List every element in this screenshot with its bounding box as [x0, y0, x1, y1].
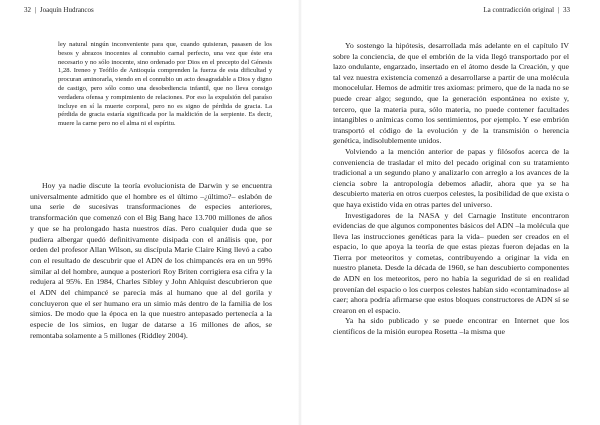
left-body-paragraph: Hoy ya nadie discute la teoría evolucionista de Darwin y se encuentra universalmente admitido que el hombre es el último –¿último?– eslabón de una serie de sucesivas transformaciones de especies anteriores, transformación que comenzó con el Big Bang hace 13.700 millones de años y que se ha prolongado hasta nuestros días. Pero cualquier duda que se pudiera albergar quedó definitivamente disipada con el análisis que, por orden del profesor Allan Wilson, su discípula Marie Claire King llevó a cabo con el resultado de descubrir que el ADN de los chimpancés era en un 99% similar al del hombre, aunque a posteriori Roy Briten corrigiera esa cifra y la redujera al 95%. En 1984, Charles Sibley y John Ahlquist descubrieron que el ADN del chimpancé se parecía más al humano que al del gorila y concluyeron que el ser humano era un simio más dentro de la familia de los simios. De modo que la época en la que nuestro antepasado pertenecía a la especie de los simios, en lugar de datarse a 16 millones de años, se remontaba solamente a 5 millones (Riddley 2004).	[30, 181, 272, 340]
left-page-number: 32	[24, 6, 31, 14]
left-header-author: Joaquín Hudrancos	[39, 6, 94, 14]
block-quote	[58, 41, 272, 129]
right-body-paragraph-1: Yo sostengo la hipótesis, desarrollada más adelante en el capítulo IV sobre la conciencia, de que el embrión de la vida llegó transportado por el lazo ondulante, engarzado, insertado en el átomo desde la Creación, y que tal vez nuestra existencia comenzó a desarrollarse a partir de una molécula monocelular. Hemos de admitir tres axiomas: primero, que de la nada no se puede crear algo; segundo, que la generación espontánea no existe y, tercero, que la materia pura, sólo materia, no puede contener facultades intangibles o anímicas como los sentimientos, por ejemplo. Y ese embrión transportó el código de la evolución y de la transmisión o herencia genética, indisolublemente unidos.	[333, 41, 569, 146]
right-header-separator: |	[557, 6, 560, 14]
right-header-title: La contradicción original	[483, 6, 555, 14]
left-header-separator: |	[34, 6, 37, 14]
left-running-header	[24, 6, 94, 14]
right-body-paragraph-4: Ya ha sido publicado y se puede encontrar en Internet que los científicos de la misión europea Rosetta –la misma que	[333, 316, 569, 337]
right-body-paragraph-3: Investigadores de la NASA y del Carnagie Institute encontraron evidencias de que algunos componentes básicos del ADN –la molécula que lleva las instrucciones genéticas para la vida– pueden ser creados en el espacio, lo que apoya la teoría de que estas piezas fueron dejadas en la Tierra por meteoritos y cometas, contribuyendo a originar la vida en nuestro planeta. Desde la década de 1960, se han descubierto componentes de ADN en los meteoritos, pero no había la seguridad de si en realidad provenían del espacio o los cuerpos celestes habían sido «contaminados» al caer; ahora podría afirmarse que estos bloques constructores de ADN sí se crearon en el espacio.	[333, 210, 569, 315]
left-body-text	[30, 181, 272, 342]
right-body-text	[333, 41, 569, 338]
quote-paragraph: ley natural ningún inconveniente para que, cuando quisieran, pasasen de los besos y abrazos inocentes al connubio carnal perfecto, una vez que éste era necesario y no sólo inocente, sino ordenado por Dios en el precepto del Génesis 1,28. Ireneo y Teófilo de Antioquía comprenden la fuerza de esta dificultad y procuran aminorarla, viendo en el connubio un acto desagradable a Dios y digno de castigo, pero sólo como una desobediencia infantil, que no lleva consigo verdadera ofensa y rompimiento de relaciones. Por eso la expulsión del paraíso incluye en sí la muerte corporal, pero no es signo de pérdida de gracia. La pérdida de gracia estaría significada por la maldición de la serpiente. Es decir, muere la carne pero no el alma ni el espíritu.	[58, 41, 272, 128]
right-page-number: 33	[563, 6, 570, 14]
right-page	[300, 0, 600, 425]
right-body-paragraph-2: Volviendo a la mención anterior de papas y filósofos acerca de la conveniencia de trasladar el mito del pecado original con su tratamiento tradicional a un segundo plano y analizarlo con arreglo a los avances de la ciencia sobre la antropología debemos añadir, ahora que ya se ha descubierto materia en otros cuerpos celestes, la posibilidad de que exista o que haya existido vida en otras partes del universo.	[333, 146, 569, 209]
right-running-header	[483, 6, 570, 14]
